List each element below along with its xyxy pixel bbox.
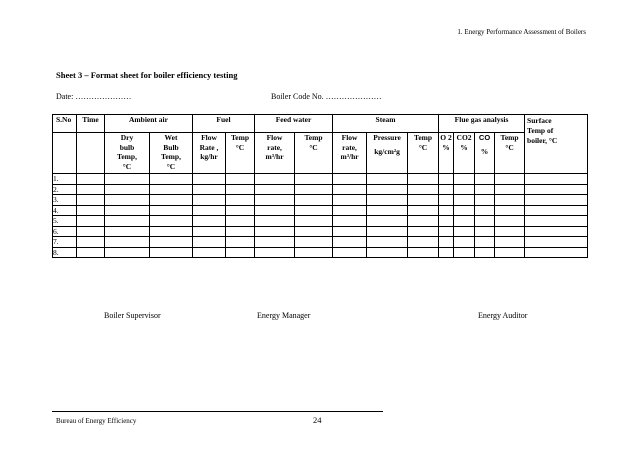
wet-line4: °C [166, 161, 176, 171]
co2-line2: % [460, 142, 468, 152]
entry-cell[interactable] [495, 216, 525, 227]
entry-cell[interactable] [475, 247, 495, 258]
table-body [53, 174, 588, 258]
subheader-steam-flow-rate [333, 133, 367, 174]
fuel-flow-line3: kg/hr [200, 152, 218, 161]
surface-temp-line3: boiler, °C [527, 136, 558, 145]
entry-cell[interactable] [439, 195, 454, 206]
row-number-cell: 3. [53, 195, 77, 206]
subheader-steam-pressure [367, 133, 408, 174]
entry-cell[interactable] [367, 237, 408, 248]
entry-cell[interactable] [193, 184, 226, 195]
row-number-cell: 5. [53, 216, 77, 227]
steam-temp-line2: °C [418, 142, 428, 152]
entry-cell[interactable] [193, 247, 226, 258]
row-number-cell: 6. [53, 226, 77, 237]
entry-cell[interactable] [255, 195, 295, 206]
entry-cell[interactable] [439, 174, 454, 185]
dry-line3: Temp, [117, 152, 137, 161]
entry-cell[interactable] [255, 184, 295, 195]
table-row [53, 237, 588, 248]
fuel-flow-line1: Flow [201, 133, 217, 142]
date-field-label: Date: ………………… [56, 92, 132, 101]
entry-cell[interactable] [255, 216, 295, 227]
entry-cell[interactable] [105, 247, 150, 258]
entry-cell[interactable] [495, 174, 525, 185]
entry-cell[interactable] [454, 226, 475, 237]
entry-cell[interactable] [367, 247, 408, 258]
entry-cell[interactable] [454, 174, 475, 185]
co-line1: CO [478, 133, 491, 142]
entry-cell[interactable] [295, 195, 333, 206]
entry-cell[interactable] [367, 174, 408, 185]
dry-line1: Dry [120, 133, 134, 142]
entry-cell[interactable] [77, 216, 105, 227]
row-number-cell: 8. [53, 247, 77, 258]
entry-cell[interactable] [255, 247, 295, 258]
row-number-cell: 2. [53, 184, 77, 195]
entry-cell[interactable] [333, 174, 367, 185]
fuel-temp-line2: °C [235, 142, 245, 152]
entry-cell[interactable] [226, 247, 255, 258]
table-row [53, 195, 588, 206]
entry-cell[interactable] [525, 216, 588, 227]
entry-cell[interactable] [333, 226, 367, 237]
entry-cell[interactable] [439, 205, 454, 216]
entry-cell[interactable] [475, 205, 495, 216]
entry-cell[interactable] [439, 216, 454, 227]
entry-cell[interactable] [255, 226, 295, 237]
subheader-steam-temp [408, 133, 439, 174]
sheet-title: Sheet 3 – Format sheet for boiler efficiency testing [56, 70, 238, 80]
entry-cell[interactable] [525, 174, 588, 185]
entry-cell[interactable] [193, 216, 226, 227]
o2-line1: O 2 [440, 133, 452, 142]
page-header-chapter: 1. Energy Performance Assessment of Boilers [457, 28, 586, 36]
row-number-cell: 1. [53, 174, 77, 185]
table-row [53, 216, 588, 227]
subheader-feed-flow-rate [255, 133, 295, 174]
entry-cell[interactable] [193, 226, 226, 237]
steam-pressure-line2: kg/cm²g [374, 146, 400, 156]
footer-divider [52, 411, 383, 412]
entry-cell[interactable] [105, 216, 150, 227]
entry-cell[interactable] [295, 226, 333, 237]
entry-cell[interactable] [295, 247, 333, 258]
entry-cell[interactable] [367, 205, 408, 216]
entry-cell[interactable] [408, 174, 439, 185]
entry-cell[interactable] [255, 237, 295, 248]
entry-cell[interactable] [408, 237, 439, 248]
entry-cell[interactable] [525, 205, 588, 216]
entry-cell[interactable] [495, 184, 525, 195]
entry-cell[interactable] [295, 216, 333, 227]
subheader-time-blank [77, 133, 105, 174]
entry-cell[interactable] [150, 216, 193, 227]
boiler-efficiency-format-table [52, 114, 588, 258]
entry-cell[interactable] [333, 184, 367, 195]
subheader-flue-temp [495, 133, 525, 174]
surface-temp-line2: Temp of [527, 126, 554, 135]
entry-cell[interactable] [105, 205, 150, 216]
entry-cell[interactable] [193, 195, 226, 206]
subheader-dry-bulb-temp [105, 133, 150, 174]
entry-cell[interactable] [454, 247, 475, 258]
entry-cell[interactable] [367, 184, 408, 195]
signature-boiler-supervisor: Boiler Supervisor [104, 311, 161, 320]
flue-temp-line2: °C [505, 142, 514, 152]
entry-cell[interactable] [150, 226, 193, 237]
entry-cell[interactable] [226, 195, 255, 206]
entry-cell[interactable] [255, 174, 295, 185]
entry-cell[interactable] [77, 247, 105, 258]
entry-cell[interactable] [150, 247, 193, 258]
header-ambient-air: Ambient air [105, 115, 193, 133]
header-feed-water: Feed water [255, 115, 333, 133]
entry-cell[interactable] [475, 195, 495, 206]
header-sno: S.No [53, 115, 77, 133]
table-row [53, 247, 588, 258]
entry-cell[interactable] [408, 195, 439, 206]
entry-cell[interactable] [495, 237, 525, 248]
steam-temp-line1: Temp [414, 133, 433, 142]
entry-cell[interactable] [495, 205, 525, 216]
dry-line2: bulb [119, 142, 135, 152]
entry-cell[interactable] [295, 174, 333, 185]
entry-cell[interactable] [525, 226, 588, 237]
entry-cell[interactable] [226, 237, 255, 248]
signature-energy-auditor: Energy Auditor [478, 311, 528, 320]
steam-flow-line1: Flow [341, 133, 358, 142]
entry-cell[interactable] [150, 174, 193, 185]
entry-cell[interactable] [367, 216, 408, 227]
entry-cell[interactable] [226, 216, 255, 227]
entry-cell[interactable] [439, 247, 454, 258]
header-fuel: Fuel [193, 115, 255, 133]
table-group-header-row [53, 115, 588, 133]
entry-cell[interactable] [226, 226, 255, 237]
entry-cell[interactable] [495, 226, 525, 237]
co-line2: % [480, 146, 489, 156]
wet-line1: Wet [164, 133, 178, 142]
entry-cell[interactable] [295, 184, 333, 195]
entry-cell[interactable] [77, 205, 105, 216]
header-surface-temp [525, 115, 588, 174]
table-row [53, 205, 588, 216]
co2-line1: CO2 [456, 133, 472, 142]
subheader-fuel-flow-rate [193, 133, 226, 174]
entry-cell[interactable] [193, 174, 226, 185]
entry-cell[interactable] [408, 205, 439, 216]
table-sub-header-row [53, 133, 588, 174]
subheader-fuel-temp [226, 133, 255, 174]
subheader-o2 [439, 133, 454, 174]
entry-cell[interactable] [226, 174, 255, 185]
entry-cell[interactable] [255, 205, 295, 216]
subheader-sno-blank [53, 133, 77, 174]
entry-cell[interactable] [367, 195, 408, 206]
table-row [53, 226, 588, 237]
fuel-temp-line1: Temp [230, 133, 250, 142]
o2-line2: % [442, 142, 450, 152]
entry-cell[interactable] [525, 184, 588, 195]
entry-cell[interactable] [333, 247, 367, 258]
entry-cell[interactable] [454, 237, 475, 248]
entry-cell[interactable] [77, 174, 105, 185]
table-row [53, 174, 588, 185]
subheader-wet-bulb-temp [150, 133, 193, 174]
row-number-cell: 7. [53, 237, 77, 248]
entry-cell[interactable] [105, 184, 150, 195]
entry-cell[interactable] [454, 195, 475, 206]
entry-cell[interactable] [333, 237, 367, 248]
entry-cell[interactable] [295, 237, 333, 248]
entry-cell[interactable] [150, 205, 193, 216]
steam-flow-line2: rate, [342, 142, 357, 152]
entry-cell[interactable] [475, 174, 495, 185]
entry-cell[interactable] [525, 247, 588, 258]
entry-cell[interactable] [439, 184, 454, 195]
steam-pressure-line1: Pressure [373, 133, 401, 142]
entry-cell[interactable] [333, 216, 367, 227]
entry-cell[interactable] [408, 216, 439, 227]
fuel-flow-line2: Rate , [199, 142, 219, 152]
entry-cell[interactable] [439, 237, 454, 248]
entry-cell[interactable] [475, 237, 495, 248]
entry-cell[interactable] [77, 226, 105, 237]
entry-cell[interactable] [77, 237, 105, 248]
entry-cell[interactable] [454, 216, 475, 227]
entry-cell[interactable] [454, 184, 475, 195]
boiler-code-field-label: Boiler Code No. ………………… [271, 92, 382, 101]
entry-cell[interactable] [439, 226, 454, 237]
signature-energy-manager: Energy Manager [257, 311, 311, 320]
entry-cell[interactable] [475, 216, 495, 227]
entry-cell[interactable] [454, 205, 475, 216]
flue-temp-line1: Temp [500, 133, 519, 142]
entry-cell[interactable] [226, 184, 255, 195]
entry-cell[interactable] [367, 226, 408, 237]
feed-temp-line1: Temp [304, 133, 323, 142]
header-time: Time [77, 115, 105, 133]
entry-cell[interactable] [77, 195, 105, 206]
subheader-co [475, 133, 495, 174]
entry-cell[interactable] [150, 184, 193, 195]
entry-cell[interactable] [525, 195, 588, 206]
entry-cell[interactable] [333, 205, 367, 216]
dry-line4: °C [122, 161, 132, 171]
feed-flow-line3: m³/hr [265, 152, 284, 161]
entry-cell[interactable] [408, 184, 439, 195]
wet-line2: Bulb [163, 142, 179, 152]
page-number: 24 [313, 415, 322, 425]
surface-temp-line1: Surface [527, 116, 552, 125]
entry-cell[interactable] [475, 226, 495, 237]
entry-cell[interactable] [150, 237, 193, 248]
feed-flow-line1: Flow [266, 133, 283, 142]
steam-flow-line3: m³/hr [340, 152, 359, 161]
entry-cell[interactable] [408, 247, 439, 258]
feed-flow-line2: rate, [267, 142, 282, 152]
subheader-co2 [454, 133, 475, 174]
entry-cell[interactable] [105, 195, 150, 206]
row-number-cell: 4. [53, 205, 77, 216]
header-steam: Steam [333, 115, 439, 133]
entry-cell[interactable] [193, 205, 226, 216]
entry-cell[interactable] [77, 184, 105, 195]
entry-cell[interactable] [495, 195, 525, 206]
entry-cell[interactable] [105, 237, 150, 248]
feed-temp-line2: °C [309, 142, 318, 152]
entry-cell[interactable] [193, 237, 226, 248]
wet-line3: Temp, [161, 152, 181, 161]
entry-cell[interactable] [226, 205, 255, 216]
entry-cell[interactable] [333, 195, 367, 206]
entry-cell[interactable] [475, 184, 495, 195]
entry-cell[interactable] [408, 226, 439, 237]
table-row [53, 184, 588, 195]
footer-organization: Bureau of Energy Efficiency [56, 417, 137, 425]
entry-cell[interactable] [295, 205, 333, 216]
entry-cell[interactable] [150, 195, 193, 206]
header-flue-gas-analysis: Flue gas analysis [439, 115, 525, 133]
entry-cell[interactable] [525, 237, 588, 248]
entry-cell[interactable] [105, 226, 150, 237]
entry-cell[interactable] [495, 247, 525, 258]
entry-cell[interactable] [105, 174, 150, 185]
subheader-feed-temp [295, 133, 333, 174]
